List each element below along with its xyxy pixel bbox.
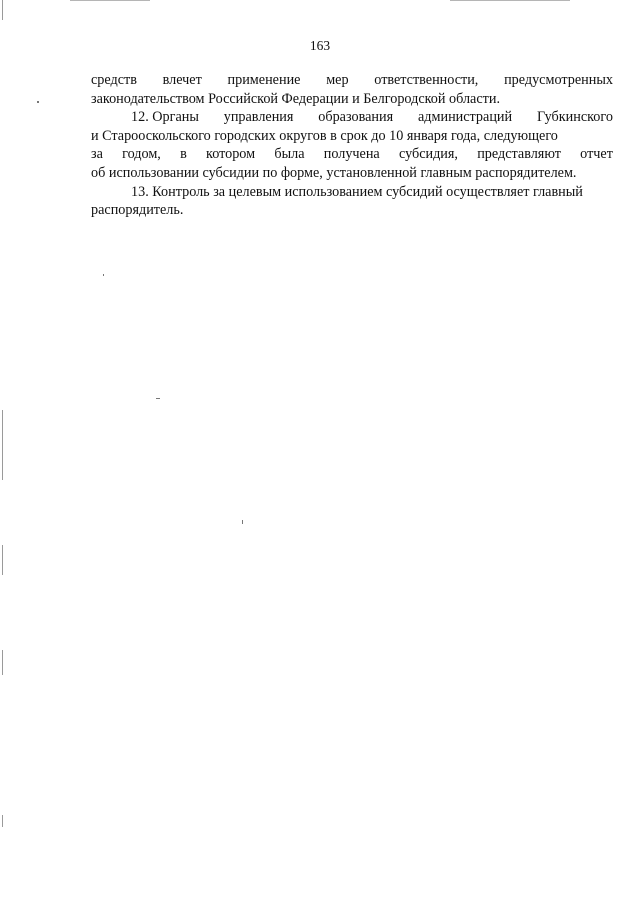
word: в <box>180 146 187 163</box>
paragraph-12-line-3 <box>91 145 613 164</box>
body-text <box>91 71 613 220</box>
word: представляют <box>477 146 561 163</box>
word: за <box>91 146 103 163</box>
word: применение <box>227 72 301 88</box>
scan-speck <box>103 274 104 276</box>
word: годом, <box>122 146 161 163</box>
scan-speck <box>242 520 243 524</box>
word: влечет <box>162 72 202 88</box>
scan-speck <box>156 398 160 399</box>
scan-artifact-edge <box>2 650 3 675</box>
word: образования <box>318 109 394 126</box>
word: средств <box>91 72 137 88</box>
page-number: 163 <box>309 38 331 53</box>
paragraph-12-line-2: и Старооскольского городских округов в срок до 10 января года, следующего <box>91 127 558 144</box>
scan-artifact-edge <box>2 410 3 480</box>
scan-artifact-top <box>450 0 570 1</box>
word: ответственности, <box>374 72 479 88</box>
word: администраций <box>417 109 513 126</box>
paragraph-12-line-1 <box>91 108 613 127</box>
scan-artifact-edge <box>2 0 3 20</box>
word: субсидия, <box>398 146 458 163</box>
word: котором <box>206 146 256 163</box>
word: управления <box>223 109 294 126</box>
word: отчет <box>580 146 613 163</box>
word: 12. Органы <box>131 109 199 126</box>
word: Губкинского <box>536 109 613 126</box>
paragraph-13-line-2: распорядитель. <box>91 202 184 219</box>
scan-speck <box>37 101 39 103</box>
word: мер <box>326 72 349 88</box>
scan-artifact-edge <box>2 815 3 827</box>
scan-artifact-top <box>70 0 150 1</box>
paragraph-11-line-2: законодательством Российской Федерации и Белгородской области. <box>91 90 500 107</box>
word: получена <box>323 146 380 163</box>
word: предусмотренных <box>504 72 613 88</box>
paragraph-12-line-4: об использовании субсидии по форме, установленной главным распорядителем. <box>91 164 577 181</box>
word: была <box>274 146 305 163</box>
paragraph-13-line-1: 13. Контроль за целевым использованием субсидий осуществляет главный <box>131 183 583 200</box>
scan-artifact-edge <box>2 545 3 575</box>
paragraph-11-line-1 <box>91 71 613 90</box>
